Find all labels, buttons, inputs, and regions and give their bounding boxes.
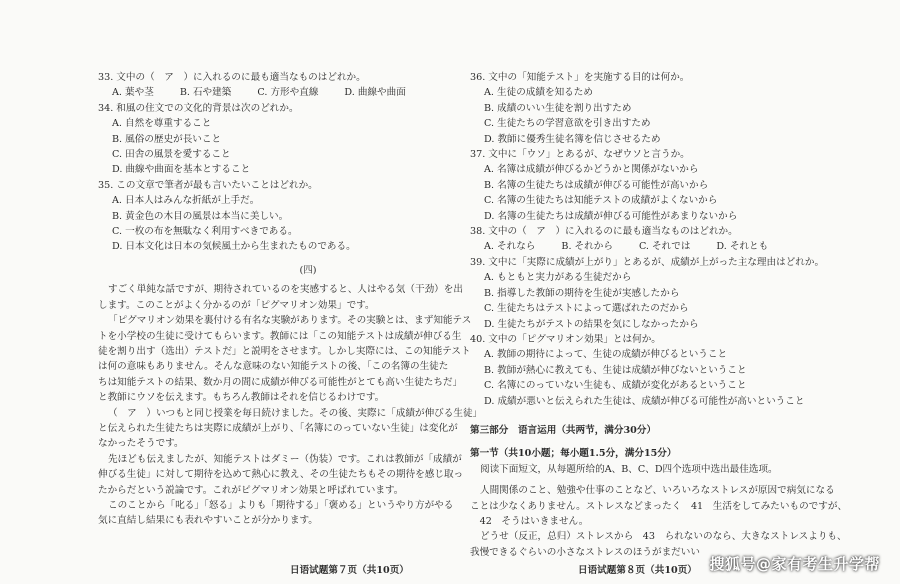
option-text: D. 名簿の生徒たちは成績が伸びる可能性があまりないから [484,210,738,222]
question-stem: 36. 文中の「知能テスト」を実施する目的は何か。 [470,72,690,83]
cloze-line: 人間関係のこと、勉強や仕事のことなど、いろいろなストレスが原因で病気になる [480,485,835,497]
option-text: D. それとも [716,241,769,253]
question-stem: 34. 和風の住文での文化的背景は次のどれか。 [98,102,299,114]
option-text: C. 生徒たちはテストによって選ばれたのだから [484,303,689,315]
passage-line: （ ア ）いつもと同じ授業を毎日続けました。その後、実際に「成績が伸びる生徒」 [108,407,483,419]
page-footer-right: 日语试题第８页（共10页） [578,565,697,576]
option-text: D. 教師に優秀生徒名簿を信じさせるため [484,133,661,145]
option-text: A. 生徒の成績を知るため [484,87,593,99]
option-text: C. 田舎の風景を愛すること [112,149,231,161]
option-text: B. 黄金色の木目の風景は本当に美しい。 [112,210,289,222]
option-text: B. 名簿の生徒たちは成績が伸びる可能性が高いから [484,179,709,191]
passage-line: ちは知能テストの結果、数か月の間に成績が伸びる可能性がとても高い生徒たちだ」 [98,376,463,388]
left-page [98,70,518,529]
watermark-text: 搜狐号@家有考生升学帮 [709,555,880,573]
option-text: A. 教師の期待によって、生徒の成績が伸びるということ [484,349,728,361]
passage-line: 徒を割り出す（选出）テストだ」と説明をさせます。しかし実際には、この知能テスト [98,345,471,357]
passage-line: すごく単純な話ですが、期待されているのを実感すると、人はやる気（干劲）を出 [108,284,463,296]
option-text: A. 自然を尊重すること [112,118,212,130]
page-footer-left: 日语试题第７页（共10页） [290,565,409,576]
passage-line: 伸びる生徒」に対して期待を込めて熱心に教え、その生徒たちもその期待を感じ取っ [98,469,464,481]
option-text: D. 曲線や曲面を基本とすること [112,164,251,176]
options-row [470,239,890,254]
cloze-line: 我慢できるぐらいの小さなストレスのほうがまだいい [470,546,700,558]
option-text: C. 名簿の生徒たちは知能テストの成績がよくないから [484,195,718,207]
option-text: B. 風俗の歴史が長いこと [112,133,222,145]
option-text: D. 成績が悪いと伝えられた生徒は、成績が伸びる可能性が高いということ [484,395,805,407]
option-text: C. 名簿にのっていない生徒も、成績が変化があるということ [484,380,747,392]
option-text: C. 生徒たちの学習意欲を引き出すため [484,118,651,130]
option-text: C. 方形や直線 [257,87,319,99]
passage-line: します。このことがよく分かるのが「ピグマリオン効果」です。 [98,299,375,311]
passage-line: なかったそうです。 [98,438,184,450]
option-text: A. それなら [484,241,536,253]
passage-line: 先ほども伝えましたが、知能テストはダミー（伪装）です。これは教師が「成績が [108,453,462,465]
option-text: B. 教師が熱心に教えても、生徒は成績が伸びないということ [484,364,747,376]
cloze-line: 42 そうはいきません。 [470,515,589,527]
subsection-title: 第一节（共10小题；每小题1.5分，满分15分） [470,448,677,460]
question-stem: 33. 文中の（ ア ）に入れるのに最も適当なものはどれか。 [98,72,366,83]
options-row [98,85,518,100]
option-text: A. 名簿は成績が伸びるかどうかと関係がないから [484,164,699,176]
instruction-text: 阅读下面短文，从每题所给的A、B、C、D四个选项中选出最佳选项。 [480,463,778,475]
option-text: A. 葉や茎 [112,87,154,99]
question-stem: 35. この文章で筆者が最も言いたいことはどれか。 [98,179,318,191]
option-text: B. それから [561,241,613,253]
section-title: 第三部分 语言运用（共两节，满分30分） [470,424,657,436]
cloze-line: ことは少なくありません。ストレスなどまったく 41 生活をしてみたいものですが、 [470,500,848,512]
option-text: D. 生徒たちがテストの結果を気にしなかったから [484,318,699,330]
passage-line: 気に直結し結果にも表れやすいことが分かります。 [98,515,318,527]
option-text: A. もともと実力がある生徒だから [484,272,632,284]
passage-line: と伝えられた生徒たちは実際に成績が上がり、「名簿にのっていない生徒」は変化が [98,422,458,434]
cloze-line: どうせ（反正，总归）ストレスから 43 られないのなら、大きなストレスよりも、 [480,531,847,543]
passage-line: は何の意味もありません。そんな意味のない知能テストの後、「この名簿の生徒た [98,361,449,373]
question-stem: 37. 文中に「ウソ」とあるが、なぜウソと言うか。 [470,149,690,161]
passage-line: トを小学校の生徒に受けてもらいます。教師には「この知能テストは成績が伸びる生 [98,330,462,342]
option-text: D. 曲線や曲面 [344,87,406,99]
option-text: B. 石や建築 [179,87,232,99]
right-page [470,70,890,560]
passage-line: と教師にウソを伝えます。もちろん教師はそれを信じるわけです。 [98,392,385,404]
question-stem: 38. 文中の（ ア ）に入れるのに最も適当なものはどれか。 [470,226,738,238]
section-mark: (四) [299,264,317,276]
passage-line: たからだという説論です。これがピグマリオン効果と呼ばれています。 [98,484,404,496]
spacer [470,409,890,415]
question-stem: 40. 文中の「ピグマリオン効果」とは何か。 [470,333,661,345]
question-stem: 39. 文中に「実際に成績が上がり」とあるが、成績が上がった主な理由はどれか。 [470,256,825,268]
option-text: D. 日本文化は日本の気候風土から生まれたものである。 [112,241,356,253]
option-text: B. 指導した教師の期待を生徒が実感したから [484,287,680,299]
option-text: A. 日本人はみんな折紙が上手だ。 [112,195,260,207]
option-text: B. 成績のいい生徒を割り出すため [484,102,632,114]
option-text: C. それでは [638,241,691,253]
passage-line: このことから「叱る」「怒る」よりも「期待する」「褒める」というやり方がやる [108,499,454,511]
option-text: C. 一枚の布を無駄なく利用すべきである。 [112,226,298,238]
passage-line: 「ピグマリオン効果を裏付ける有名な実験があります。その実験とは、まず知能テス [108,315,472,327]
